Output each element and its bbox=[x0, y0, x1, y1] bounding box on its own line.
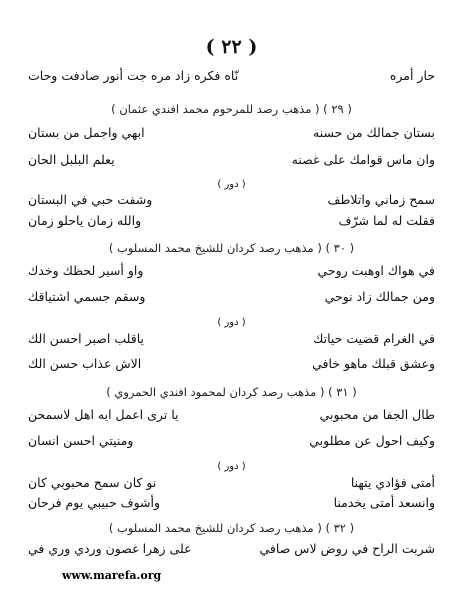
verse-right-hemistich: ومن جمالك زاد نوحي bbox=[324, 289, 435, 304]
verse-left-hemistich: ابهي واجمل من بستان bbox=[28, 125, 145, 140]
verse-right-hemistich: وانسعد أمتى يخدمنا bbox=[333, 495, 435, 510]
verse-line bbox=[28, 213, 435, 229]
verse-right-hemistich: سمح زماني واتلاطف bbox=[327, 192, 435, 207]
verse-right-hemistich: طال الجفا من محبوبي bbox=[319, 407, 435, 422]
verse-right-hemistich: وكيف احول عن مطلوبي bbox=[309, 433, 435, 448]
dawr-marker: ( دور ) bbox=[217, 461, 246, 472]
opening-line bbox=[28, 68, 435, 84]
verse-line bbox=[28, 289, 435, 305]
verse-left-hemistich: نّاه فكره زاد مره جت أنور صادفت وحات bbox=[28, 68, 239, 83]
section-heading: ( ٣٢ ) ( مذهب رصد كردان للشيخ محمد المسلوب ) bbox=[108, 521, 355, 535]
page-number: ( ٢٢ ) bbox=[205, 36, 258, 58]
verse-right-hemistich: حار أمره bbox=[389, 68, 435, 83]
verse-left-hemistich: الاش عذاب حسن الك bbox=[28, 356, 142, 371]
verse-right-hemistich: فقلت له لما شرّف bbox=[338, 213, 435, 228]
verse-left-hemistich: واو أسير لحظك وخدك bbox=[28, 263, 144, 278]
verse-line bbox=[28, 125, 435, 141]
section-heading: ( ٣٠ ) ( مذهب رصد كردان للشيخ محمد المسلوب ) bbox=[108, 241, 355, 255]
section-heading: ( ٢٩ ) ( مذهب رصد للمرحوم محمد افندي عثمان ) bbox=[111, 102, 352, 116]
verse-right-hemistich: أمتى فؤادي يتهنا bbox=[350, 475, 435, 490]
verse-left-hemistich: يعلم البلبل الحان bbox=[28, 152, 115, 167]
verse-line bbox=[28, 152, 435, 168]
verse-left-hemistich: يا ترى اعمل ايه اهل لاسمحن bbox=[28, 407, 179, 422]
verse-left-hemistich: ياقلب اصبر احسن الك bbox=[28, 331, 145, 346]
section-heading: ( ٣١ ) ( مذهب رصد كردان لمحمود افندي الحمروي ) bbox=[106, 385, 357, 399]
dawr-marker: ( دور ) bbox=[217, 317, 246, 328]
verse-line bbox=[28, 263, 435, 279]
verse-right-hemistich: وان ماس قوامك على غصنه bbox=[291, 152, 435, 167]
verse-right-hemistich: في هواك اوهبت روحي bbox=[317, 263, 435, 278]
verse-left-hemistich: وسقم جسمي اشتياقك bbox=[28, 289, 146, 304]
verse-right-hemistich: في الغرام قضيت حياتك bbox=[313, 331, 435, 346]
verse-left-hemistich: على زهرا غصون وردي وري في bbox=[28, 541, 192, 556]
verse-line bbox=[28, 495, 435, 511]
verse-right-hemistich: بستان جمالك من حسنه bbox=[313, 125, 435, 140]
verse-right-hemistich: شربت الراح في روض لاس صافي bbox=[259, 541, 435, 556]
verse-left-hemistich: وشفت حبي في البستان bbox=[28, 192, 153, 207]
verse-left-hemistich: وأشوف حبيبي يوم فرحان bbox=[28, 495, 161, 510]
source-url: www.marefa.org bbox=[62, 569, 162, 582]
verse-left-hemistich: نو كان سمح محبوبي كان bbox=[28, 475, 157, 490]
verse-left-hemistich: والله زمان ياحلو زمان bbox=[28, 213, 142, 228]
verse-line bbox=[28, 475, 435, 491]
dawr-marker: ( دور ) bbox=[217, 179, 246, 190]
verse-line bbox=[28, 331, 435, 347]
verse-line bbox=[28, 407, 435, 423]
verse-line bbox=[28, 192, 435, 208]
verse-left-hemistich: ومنيتي احسن انسان bbox=[28, 433, 134, 448]
verse-line bbox=[28, 541, 435, 557]
verse-line bbox=[28, 433, 435, 449]
verse-line bbox=[28, 356, 435, 372]
verse-right-hemistich: وعشق قبلك ماهو خافي bbox=[312, 356, 435, 371]
